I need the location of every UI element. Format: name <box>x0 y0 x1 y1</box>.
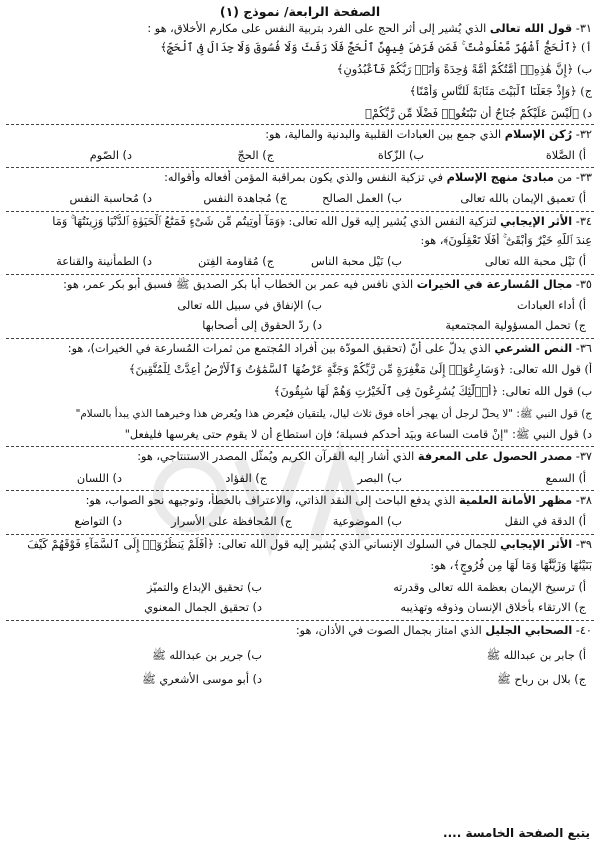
option-b[interactable]: ب) جرير بن عبدالله ﷺ <box>152 649 262 662</box>
question-keyword: الأثر الإيجابي <box>500 538 573 551</box>
question-text: الذي جمع بين العبادات القلبية والبدنية والمالية، هو: <box>265 128 505 141</box>
option-a[interactable]: أ) الصَّلاة <box>545 149 586 162</box>
question-text: لتزكية النفس الذي يُشير إليه قول الله تعالى: ﴿وَمَآ أُوتِيتُم مِّن شَىْءٍ فَمَتَٰعُ ٱلْحَيَوٰةِ ٱلدُّنْيَا وَزِينَتُهَا ۚ وَمَا <box>52 215 501 228</box>
option-d[interactable]: د) التواضع <box>74 515 122 528</box>
divider <box>6 274 594 275</box>
question-keyword: النص الشرعي <box>494 342 573 355</box>
question-34 <box>8 214 592 231</box>
option-a[interactable]: أ) أداء العبادات <box>516 299 586 312</box>
option-b[interactable]: ب) البصر <box>357 472 402 485</box>
option-c[interactable]: ج) قول النبي ﷺ: "لا يحلّ لرجل أن يهجر أخاه فوق ثلاث ليال، يلتقيان فيُعرض هذا ويُعرض هذا وخيرهما الذي يبدأ بالسلام" <box>75 408 592 420</box>
question-33 <box>8 170 592 187</box>
options-row <box>8 254 592 271</box>
question-keyword: مجال المُسارعة في الخيرات <box>416 278 573 291</box>
question-number: ٣٧- <box>572 450 592 463</box>
option-b[interactable]: ب) الزّكاة <box>377 149 424 162</box>
question-text: في تزكية النفس والذي يكون بمراقبة المؤمن أفعاله وأقواله: <box>164 171 447 184</box>
question-keyword: قول الله تعالى <box>489 22 573 35</box>
option-d[interactable]: د) اللسان <box>76 472 122 485</box>
option-b[interactable]: ب) الإنفاق في سبيل الله تعالى <box>177 299 322 312</box>
question-keyword: رُكن الإسلام <box>504 128 573 141</box>
option-c[interactable]: ج) مُقاومة الفِتن <box>198 255 274 268</box>
option-b[interactable]: ب) نَيْل محبة الناس <box>311 255 402 268</box>
option-d[interactable]: د) قول النبي ﷺ: "إنْ قامت الساعة وبيَد أحدكم فسيلة؛ فإن استطاع أن لا يقوم حتى يغرسها فليفعل" <box>124 428 592 441</box>
option-d[interactable]: د) الطمأنينة والقناعة <box>56 255 152 268</box>
question-keyword: الأثر الإيجابي <box>500 215 573 228</box>
option-c[interactable]: ج) تحمل المسؤولية المجتمعية <box>445 319 586 332</box>
question-prefix: من <box>553 171 573 184</box>
page-footer: يتبع الصفحة الخامسة .... <box>443 826 590 840</box>
question-40 <box>8 623 592 640</box>
option-c[interactable]: ج) ﴿وَإِذْ جَعَلْنَا ٱلْبَيْتَ مَثَابَةً لِّلنَّاسِ وَأَمْنًا﴾ <box>409 85 592 98</box>
divider <box>6 124 594 125</box>
question-keyword: مصدر الحصول على المعرفة <box>417 450 573 463</box>
options-row <box>8 514 592 531</box>
option-a[interactable]: أ) ترسيخ الإيمان بعظمة الله تعالى وقدرته <box>393 581 586 594</box>
option-b[interactable]: ب) ﴿إِنَّ هَٰذِهِۦٓ أُمَّتُكُمْ أُمَّةً وَٰحِدَةً وَأَنَا۠ رَبُّكُمْ فَٱعْبُدُونِ﴾ <box>336 63 592 76</box>
option-d[interactable]: د) الصّوم <box>89 149 132 162</box>
question-number: ٣٣- <box>572 171 592 184</box>
options-row <box>8 318 592 335</box>
option-b[interactable]: ب) قول الله تعالى: ﴿أُو۟لَٰٓئِكَ يُسَٰرِعُونَ فِى ٱلْخَيْرَٰتِ وَهُمْ لَهَا سَٰبِقُونَ﴾ <box>273 385 592 398</box>
divider <box>6 490 594 491</box>
question-keyword: مبادئ منهج الإسلام <box>446 171 554 184</box>
option-c[interactable]: ج) مُجاهدة النفس <box>203 192 287 205</box>
question-text: للجمال في السلوك الإنساني الذي يُشير إليه قول الله تعالى: ﴿أَفَلَمْ يَنظُرُوٓا۟ إِلَى ٱلسَّمَآءِ فَوْقَهُمْ كَيْفَ <box>27 538 501 551</box>
option-b[interactable]: ب) الموضوعية <box>332 515 402 528</box>
option-a[interactable]: أ) السمع <box>545 472 586 485</box>
question-keyword: الصحابي الجليل <box>485 624 573 637</box>
question-number: ٣٦- <box>572 342 592 355</box>
question-number: ٣٢- <box>572 128 592 141</box>
option-a[interactable]: أ) قول الله تعالى: ﴿وَسَارِعُوٓا۟ إِلَىٰ مَغْفِرَةٍ مِّن رَّبِّكُمْ وَجَنَّةٍ عَرْضُهَا ٱلسَّمَٰوَٰتُ وَٱلْأَرْضُ أُعِدَّتْ لِلْمُتَّقِينَ﴾ <box>128 363 592 376</box>
question-text: الذي يدلّ على أنّ (تحقيق المودّة بين أفراد المُجتمع من ثمرات المُسارعة في الخيرات)، هو: <box>67 342 495 355</box>
options-row <box>8 191 592 208</box>
page-header: الصفحة الرابعة/ نموذج (١) <box>219 4 381 19</box>
options-row <box>8 148 592 165</box>
question-text: الذي يُشير إلى أثر الحج على الفرد بتربية النفس على مكارم الأخلاق، هو : <box>147 22 490 35</box>
option-a[interactable]: أ) ﴿ٱلْحَجُّ أَشْهُرٌ مَّعْلُومَٰتٌ ۚ فَمَن فَرَضَ فِيهِنَّ ٱلْحَجَّ فَلَا رَفَثَ وَلَا فُسُوقَ وَلَا جِدَالَ فِى ٱلْحَجِّ﴾ <box>160 41 592 54</box>
question-number: ٣٤- <box>572 215 592 228</box>
question-35 <box>8 277 592 294</box>
divider <box>6 167 594 168</box>
option-c[interactable]: ج) الحجّ <box>237 149 274 162</box>
option-b[interactable]: ب) العمل الصالح <box>322 192 402 205</box>
question-text: الذي أشار إليه القرآن الكريم ويُمثّل المصدر الاستنتاجي، هو: <box>137 450 418 463</box>
options-row <box>8 648 592 665</box>
question-32 <box>8 127 592 144</box>
option-c[interactable]: ج) المُحافظة على الأسرار <box>171 515 292 528</box>
divider <box>6 211 594 212</box>
question-number: ٤٠- <box>572 624 592 637</box>
options-row <box>8 672 592 689</box>
option-c[interactable]: ج) بلال بن رباح ﷺ <box>497 673 586 686</box>
option-a[interactable]: أ) نَيْل محبة الله تعالى <box>484 255 586 268</box>
question-37 <box>8 449 592 466</box>
options-row <box>8 580 592 597</box>
option-d[interactable]: د) مُحاسبة النفس <box>69 192 152 205</box>
option-d[interactable]: د) ردّ الحقوق إلى أصحابها <box>202 319 322 332</box>
option-b[interactable]: ب) تحقيق الإبداع والتميّز <box>147 581 262 594</box>
option-d[interactable]: د) ﴿لَيْسَ عَلَيْكُمْ جُنَاحٌ أَن تَبْتَغُوا۟ فَضْلًا مِّن رَّبِّكُمْ﴾ <box>365 107 592 120</box>
question-text: الذي نافس فيه عمر بن الخطاب أبا بكر الصديق ﷺ فسبق أبو بكر عمر، هو: <box>63 278 417 291</box>
question-number: ٣٨- <box>572 494 592 507</box>
option-c[interactable]: ج) الارتقاء بأخلاق الإنسان وذوقه وتهذيبه <box>400 601 586 614</box>
question-31 <box>8 21 592 38</box>
option-a[interactable]: أ) الدقة في النقل <box>504 515 586 528</box>
option-a[interactable]: أ) تعميق الإيمان بالله تعالى <box>460 192 586 205</box>
option-c[interactable]: ج) الفؤاد <box>225 472 267 485</box>
question-number: ٣١- <box>572 22 592 35</box>
question-39 <box>8 537 592 554</box>
divider <box>6 534 594 535</box>
divider <box>6 446 594 447</box>
question-36 <box>8 341 592 358</box>
question-34-continued: عِندَ ٱللَّهِ خَيْرٌ وَأَبْقَىٰٓ ۚ أَفَلَا تَعْقِلُونَ﴾، هو: <box>420 234 592 247</box>
divider <box>6 338 594 339</box>
option-d[interactable]: د) تحقيق الجمال المعنوي <box>144 601 262 614</box>
question-keyword: مظهر الأمانة العلمية <box>459 494 573 507</box>
option-a[interactable]: أ) جابر بن عبدالله ﷺ <box>486 649 586 662</box>
options-row <box>8 600 592 617</box>
question-39-continued: بَنَيْنَٰهَا وَزَيَّنَّٰهَا وَمَا لَهَا مِن فُرُوجٍ﴾، هو: <box>430 559 592 572</box>
question-text: الذي امتاز بجمال الصوت في الأذان، هو: <box>295 624 486 637</box>
question-number: ٣٩- <box>572 538 592 551</box>
options-row <box>8 298 592 315</box>
question-text: الذي يدفع الباحث إلى النقد الذاتي، والاعتراف بالخطأ، وتوجيهه نحو الصواب، هو: <box>85 494 460 507</box>
option-d[interactable]: د) أبو موسى الأشعري ﷺ <box>142 673 262 686</box>
options-row <box>8 471 592 488</box>
question-number: ٣٥- <box>572 278 592 291</box>
question-38 <box>8 493 592 510</box>
divider <box>6 620 594 621</box>
